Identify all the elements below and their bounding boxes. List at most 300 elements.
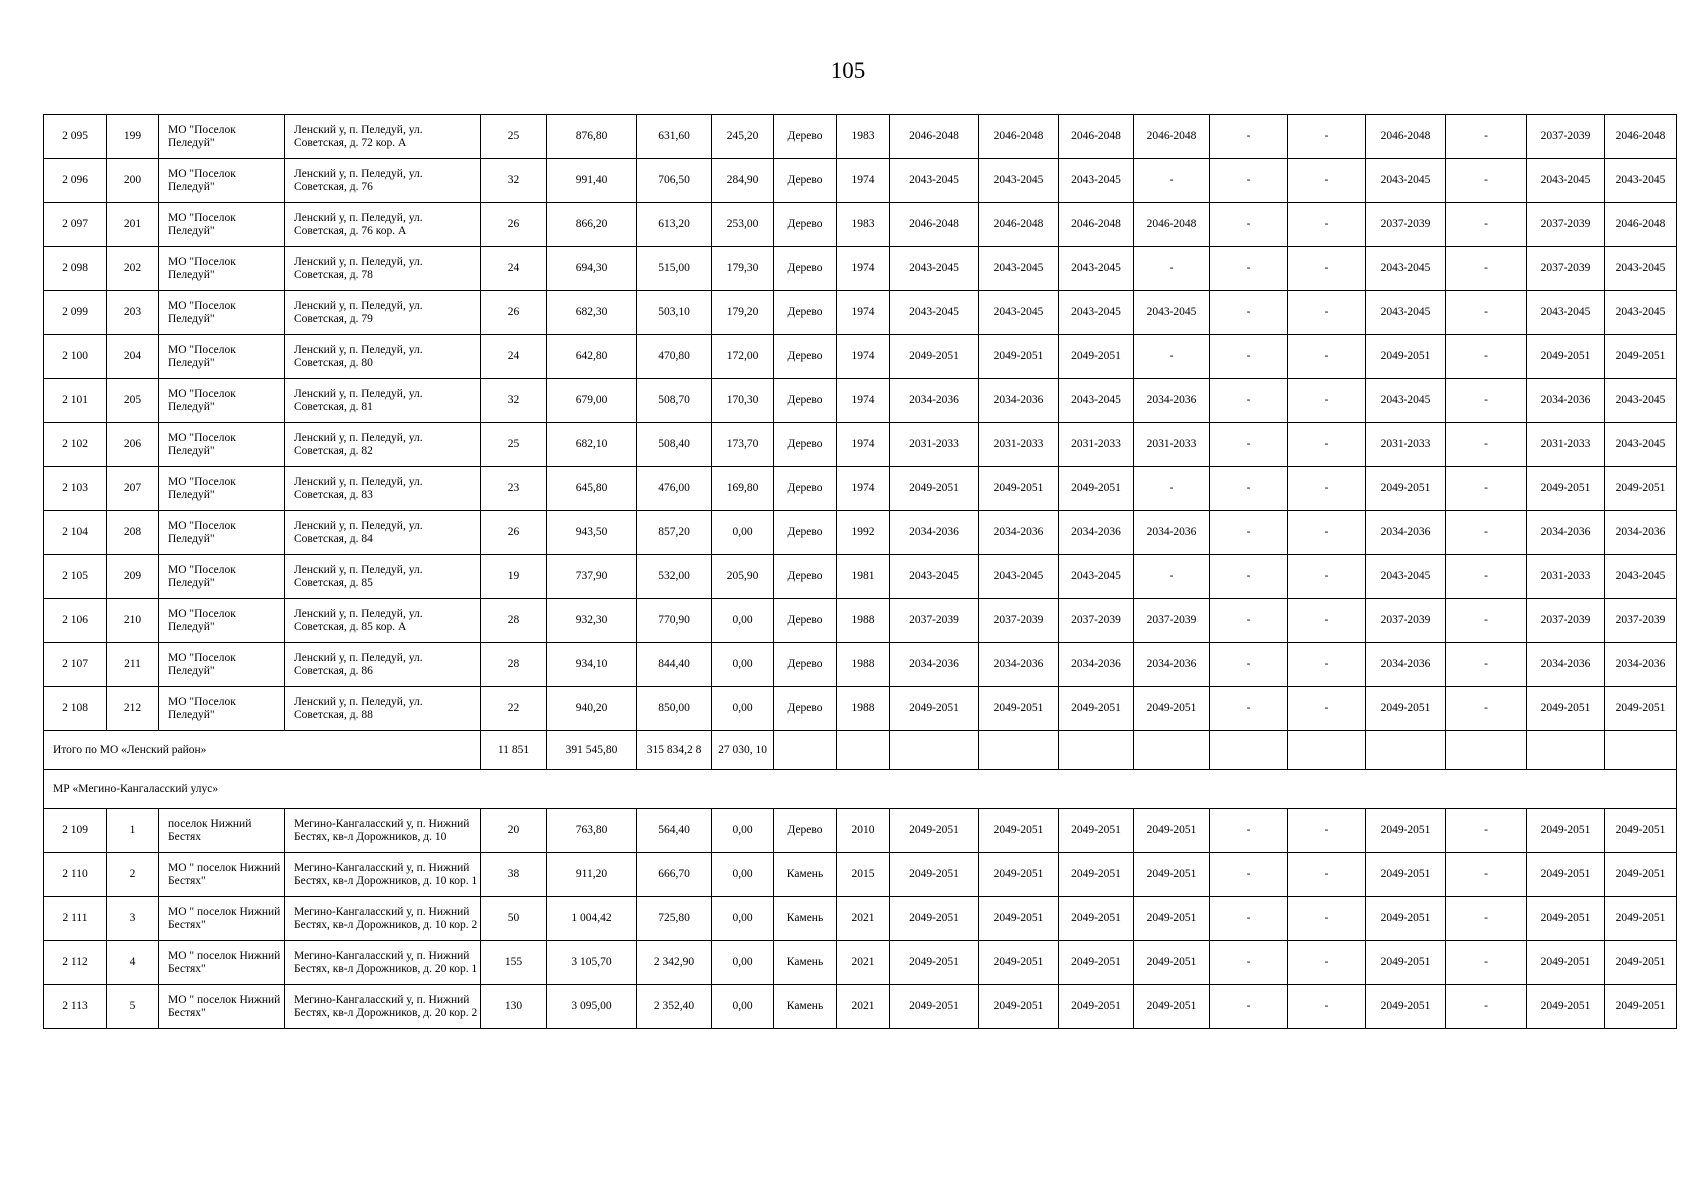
table-cell: Дерево: [774, 423, 837, 467]
table-cell: 2049-2051: [1527, 687, 1605, 731]
total-empty-cell: [890, 731, 979, 770]
table-cell: 2 112: [44, 941, 107, 985]
table-cell: -: [1210, 941, 1288, 985]
table-cell: 0,00: [712, 897, 774, 941]
table-cell: 2 110: [44, 853, 107, 897]
table-cell: 2043-2045: [1134, 291, 1210, 335]
table-cell: 2049-2051: [890, 687, 979, 731]
table-cell: 2049-2051: [1366, 985, 1446, 1029]
table-cell: 2 097: [44, 203, 107, 247]
table-cell: 22: [481, 687, 547, 731]
table-cell: -: [1288, 511, 1366, 555]
table-cell: -: [1288, 687, 1366, 731]
table-row: [44, 555, 1677, 599]
table-cell: 2043-2045: [1605, 423, 1677, 467]
table-cell: 24: [481, 335, 547, 379]
table-cell: 2049-2051: [1366, 853, 1446, 897]
table-row: [44, 159, 1677, 203]
table-cell: Дерево: [774, 291, 837, 335]
table-cell: Дерево: [774, 115, 837, 159]
table-cell: 2 098: [44, 247, 107, 291]
table-cell: 2043-2045: [1605, 247, 1677, 291]
table-cell: 2049-2051: [1134, 985, 1210, 1029]
table-row: [44, 511, 1677, 555]
table-row: [44, 203, 1677, 247]
table-cell: 2037-2039: [1527, 203, 1605, 247]
table-cell: 2049-2051: [1605, 853, 1677, 897]
table-cell: 2034-2036: [1366, 511, 1446, 555]
table-cell: МО "Поселок Пеледуй": [159, 687, 285, 731]
table-cell: 770,90: [637, 599, 712, 643]
table-cell: 2 106: [44, 599, 107, 643]
table-cell: 2 113: [44, 985, 107, 1029]
table-cell: 642,80: [547, 335, 637, 379]
table-cell: 2043-2045: [1366, 291, 1446, 335]
table-cell: 2037-2039: [1134, 599, 1210, 643]
table-cell: 2043-2045: [1059, 291, 1134, 335]
table-cell: -: [1288, 467, 1366, 511]
table-cell: 155: [481, 941, 547, 985]
table-cell: МО "Поселок Пеледуй": [159, 115, 285, 159]
table-cell: МО " поселок Нижний Бестях": [159, 853, 285, 897]
table-cell: 2049-2051: [1605, 897, 1677, 941]
table-cell: -: [1210, 203, 1288, 247]
table-cell: 2034-2036: [1134, 643, 1210, 687]
table-cell: -: [1446, 941, 1527, 985]
table-cell: 940,20: [547, 687, 637, 731]
table-cell: 0,00: [712, 643, 774, 687]
table-cell: 737,90: [547, 555, 637, 599]
table-cell: 934,10: [547, 643, 637, 687]
table-cell: 1981: [837, 555, 890, 599]
table-cell: 245,20: [712, 115, 774, 159]
table-cell: 2043-2045: [979, 555, 1059, 599]
table-cell: Ленский у, п. Пеледуй, ул. Советская, д. 80: [285, 335, 481, 379]
table-cell: -: [1288, 291, 1366, 335]
table-cell: -: [1134, 555, 1210, 599]
table-cell: Ленский у, п. Пеледуй, ул. Советская, д. 84: [285, 511, 481, 555]
table-cell: 2 096: [44, 159, 107, 203]
table-cell: 763,80: [547, 809, 637, 853]
total-empty-cell: [1366, 731, 1446, 770]
table-cell: 2046-2048: [1059, 115, 1134, 159]
table-cell: 2043-2045: [1366, 379, 1446, 423]
total-empty-cell: [1527, 731, 1605, 770]
table-row: [44, 809, 1677, 853]
table-cell: -: [1288, 599, 1366, 643]
table-cell: 2043-2045: [1059, 555, 1134, 599]
table-cell: 682,10: [547, 423, 637, 467]
мегино-кангаласский-rows: [44, 809, 1677, 1029]
table-cell: Мегино-Кангаласский у, п. Нижний Бестях, кв-л Дорожников, д. 20 кор. 2: [285, 985, 481, 1029]
table-cell: 2049-2051: [1605, 687, 1677, 731]
table-cell: 2034-2036: [1059, 511, 1134, 555]
table-cell: -: [1288, 897, 1366, 941]
table-cell: -: [1446, 985, 1527, 1029]
table-cell: Дерево: [774, 467, 837, 511]
table-cell: -: [1446, 809, 1527, 853]
total-empty-cell: [1134, 731, 1210, 770]
table-cell: -: [1446, 897, 1527, 941]
table-cell: Дерево: [774, 511, 837, 555]
table-row: [44, 897, 1677, 941]
table-cell: МО "Поселок Пеледуй": [159, 379, 285, 423]
table-cell: 2049-2051: [890, 467, 979, 511]
table-cell: -: [1446, 511, 1527, 555]
table-cell: 2043-2045: [890, 555, 979, 599]
table-cell: 2043-2045: [890, 159, 979, 203]
table-cell: 1992: [837, 511, 890, 555]
table-cell: 2049-2051: [1527, 335, 1605, 379]
table-cell: МО "Поселок Пеледуй": [159, 423, 285, 467]
table-cell: 682,30: [547, 291, 637, 335]
table-cell: 2049-2051: [1134, 897, 1210, 941]
table-cell: 2049-2051: [1527, 853, 1605, 897]
table-cell: 1983: [837, 203, 890, 247]
total-apartments: 11 851: [481, 731, 547, 770]
table-row: [44, 335, 1677, 379]
table-cell: -: [1210, 247, 1288, 291]
table-cell: 2049-2051: [1605, 467, 1677, 511]
table-cell: 1974: [837, 423, 890, 467]
table-cell: 206: [107, 423, 159, 467]
table-cell: 943,50: [547, 511, 637, 555]
table-cell: 2043-2045: [979, 159, 1059, 203]
table-cell: 203: [107, 291, 159, 335]
table-cell: 2049-2051: [1059, 941, 1134, 985]
table-cell: 2049-2051: [1366, 897, 1446, 941]
table-cell: 2049-2051: [1059, 897, 1134, 941]
table-cell: 28: [481, 643, 547, 687]
table-cell: Ленский у, п. Пеледуй, ул. Советская, д. 83: [285, 467, 481, 511]
table-cell: 2 100: [44, 335, 107, 379]
table-cell: 2049-2051: [1605, 335, 1677, 379]
table-cell: 50: [481, 897, 547, 941]
table-cell: 209: [107, 555, 159, 599]
table-cell: 2037-2039: [1059, 599, 1134, 643]
table-cell: 172,00: [712, 335, 774, 379]
table-cell: 991,40: [547, 159, 637, 203]
table-cell: 32: [481, 379, 547, 423]
table-cell: МО "Поселок Пеледуй": [159, 335, 285, 379]
table-cell: 613,20: [637, 203, 712, 247]
table-cell: -: [1210, 599, 1288, 643]
table-cell: 2049-2051: [890, 941, 979, 985]
total-empty-cell: [1288, 731, 1366, 770]
table-cell: 2 103: [44, 467, 107, 511]
table-cell: Дерево: [774, 643, 837, 687]
table-cell: 2037-2039: [1527, 115, 1605, 159]
table-cell: МО "Поселок Пеледуй": [159, 467, 285, 511]
table-cell: 2049-2051: [1527, 985, 1605, 1029]
table-cell: -: [1210, 467, 1288, 511]
table-cell: 1974: [837, 335, 890, 379]
table-cell: 2021: [837, 941, 890, 985]
table-cell: -: [1288, 203, 1366, 247]
table-cell: -: [1210, 897, 1288, 941]
total-empty-cell: [979, 731, 1059, 770]
table-cell: -: [1210, 159, 1288, 203]
table-cell: 2031-2033: [1366, 423, 1446, 467]
table-cell: МО "Поселок Пеледуй": [159, 159, 285, 203]
table-cell: 2034-2036: [1527, 379, 1605, 423]
table-cell: -: [1446, 467, 1527, 511]
table-cell: -: [1446, 379, 1527, 423]
table-cell: 1974: [837, 247, 890, 291]
table-cell: 645,80: [547, 467, 637, 511]
table-cell: 2043-2045: [1059, 159, 1134, 203]
table-cell: 204: [107, 335, 159, 379]
table-cell: 179,30: [712, 247, 774, 291]
table-cell: -: [1288, 423, 1366, 467]
table-cell: -: [1134, 335, 1210, 379]
table-cell: 844,40: [637, 643, 712, 687]
table-row: [44, 985, 1677, 1029]
table-cell: 24: [481, 247, 547, 291]
table-cell: 0,00: [712, 599, 774, 643]
table-cell: 2034-2036: [1059, 643, 1134, 687]
table-cell: 2046-2048: [1605, 203, 1677, 247]
table-cell: 2 101: [44, 379, 107, 423]
total-empty-cell: [1210, 731, 1288, 770]
table-cell: 2 111: [44, 897, 107, 941]
table-cell: 932,30: [547, 599, 637, 643]
table-cell: 2043-2045: [1059, 379, 1134, 423]
table-cell: 26: [481, 203, 547, 247]
table-cell: 631,60: [637, 115, 712, 159]
table-cell: 857,20: [637, 511, 712, 555]
table-cell: -: [1288, 941, 1366, 985]
table-cell: 2049-2051: [890, 335, 979, 379]
table-cell: 26: [481, 511, 547, 555]
table-cell: -: [1446, 599, 1527, 643]
table-cell: -: [1288, 555, 1366, 599]
table-cell: 850,00: [637, 687, 712, 731]
table-cell: 1988: [837, 599, 890, 643]
table-cell: Дерево: [774, 335, 837, 379]
table-cell: 2043-2045: [1605, 159, 1677, 203]
table-cell: 2037-2039: [1366, 599, 1446, 643]
table-cell: 2049-2051: [1605, 985, 1677, 1029]
table-cell: 1: [107, 809, 159, 853]
table-cell: МО " поселок Нижний Бестях": [159, 897, 285, 941]
table-cell: 2049-2051: [1134, 809, 1210, 853]
total-empty-cell: [1446, 731, 1527, 770]
table-cell: 2043-2045: [1366, 159, 1446, 203]
table-cell: Ленский у, п. Пеледуй, ул. Советская, д. 78: [285, 247, 481, 291]
table-cell: 2037-2039: [890, 599, 979, 643]
table-cell: 170,30: [712, 379, 774, 423]
table-cell: 2 352,40: [637, 985, 712, 1029]
table-cell: -: [1288, 247, 1366, 291]
table-cell: -: [1446, 115, 1527, 159]
table-cell: 2049-2051: [979, 809, 1059, 853]
table-cell: Ленский у, п. Пеледуй, ул. Советская, д. 86: [285, 643, 481, 687]
table-cell: 0,00: [712, 941, 774, 985]
table-cell: 4: [107, 941, 159, 985]
table-cell: 2034-2036: [1134, 511, 1210, 555]
table-cell: 1 004,42: [547, 897, 637, 941]
table-cell: 2031-2033: [1527, 555, 1605, 599]
table-cell: 532,00: [637, 555, 712, 599]
table-cell: 2046-2048: [1366, 115, 1446, 159]
table-cell: 866,20: [547, 203, 637, 247]
table-cell: 179,20: [712, 291, 774, 335]
table-cell: -: [1446, 643, 1527, 687]
table-cell: 25: [481, 115, 547, 159]
table-cell: 208: [107, 511, 159, 555]
table-cell: 2049-2051: [890, 853, 979, 897]
table-cell: 2049-2051: [1366, 809, 1446, 853]
table-cell: 2043-2045: [1527, 291, 1605, 335]
table-cell: -: [1210, 115, 1288, 159]
table-row: [44, 599, 1677, 643]
table-cell: 0,00: [712, 809, 774, 853]
total-label: Итого по МО «Ленский район»: [44, 731, 481, 770]
table-cell: 169,80: [712, 467, 774, 511]
total-area: 391 545,80: [547, 731, 637, 770]
total-row: [44, 731, 1677, 770]
section-title: МР «Мегино-Кангаласский улус»: [44, 770, 1677, 809]
ленский-total: [44, 731, 1677, 809]
table-cell: 508,40: [637, 423, 712, 467]
table-cell: 503,10: [637, 291, 712, 335]
table-cell: Камень: [774, 897, 837, 941]
table-cell: 2049-2051: [1527, 897, 1605, 941]
table-cell: 876,80: [547, 115, 637, 159]
table-cell: Камень: [774, 853, 837, 897]
table-cell: 2 102: [44, 423, 107, 467]
table-cell: Мегино-Кангаласский у, п. Нижний Бестях, кв-л Дорожников, д. 20 кор. 1: [285, 941, 481, 985]
table-cell: МО " поселок Нижний Бестях": [159, 985, 285, 1029]
table-cell: Дерево: [774, 555, 837, 599]
table-cell: Дерево: [774, 159, 837, 203]
total-empty-cell: [1605, 731, 1677, 770]
table-cell: 32: [481, 159, 547, 203]
table-cell: 26: [481, 291, 547, 335]
table-cell: Ленский у, п. Пеледуй, ул. Советская, д. 79: [285, 291, 481, 335]
table-cell: 20: [481, 809, 547, 853]
table-cell: -: [1210, 853, 1288, 897]
table-cell: Ленский у, п. Пеледуй, ул. Советская, д. 82: [285, 423, 481, 467]
table-cell: 2049-2051: [1527, 467, 1605, 511]
table-cell: -: [1288, 159, 1366, 203]
table-cell: 210: [107, 599, 159, 643]
table-cell: 2034-2036: [890, 511, 979, 555]
table-cell: -: [1446, 555, 1527, 599]
table-cell: -: [1446, 159, 1527, 203]
table-cell: 2043-2045: [1605, 555, 1677, 599]
table-cell: 2049-2051: [1059, 687, 1134, 731]
table-cell: 2049-2051: [1134, 687, 1210, 731]
table-cell: 2 105: [44, 555, 107, 599]
table-cell: 2021: [837, 897, 890, 941]
table-cell: 2049-2051: [1527, 941, 1605, 985]
table-cell: 205: [107, 379, 159, 423]
table-cell: 2 342,90: [637, 941, 712, 985]
table-cell: 23: [481, 467, 547, 511]
table-cell: 28: [481, 599, 547, 643]
table-cell: 2043-2045: [890, 291, 979, 335]
table-cell: 2049-2051: [1059, 467, 1134, 511]
table-cell: 2043-2045: [1527, 159, 1605, 203]
table-cell: 2043-2045: [979, 291, 1059, 335]
table-cell: 679,00: [547, 379, 637, 423]
table-cell: 2046-2048: [979, 203, 1059, 247]
table-row: [44, 423, 1677, 467]
table-cell: -: [1210, 291, 1288, 335]
table-cell: 1974: [837, 291, 890, 335]
table-cell: 2037-2039: [1527, 599, 1605, 643]
table-cell: -: [1446, 335, 1527, 379]
table-cell: 666,70: [637, 853, 712, 897]
table-cell: 2049-2051: [1059, 985, 1134, 1029]
table-cell: 2034-2036: [979, 379, 1059, 423]
table-cell: 2049-2051: [1366, 687, 1446, 731]
table-row: [44, 467, 1677, 511]
table-cell: 38: [481, 853, 547, 897]
table-cell: 1988: [837, 643, 890, 687]
table-cell: -: [1288, 985, 1366, 1029]
table-row: [44, 941, 1677, 985]
table-cell: -: [1210, 379, 1288, 423]
table-cell: 2 095: [44, 115, 107, 159]
table-cell: 2034-2036: [1527, 511, 1605, 555]
table-cell: 476,00: [637, 467, 712, 511]
table-cell: 2049-2051: [1134, 941, 1210, 985]
table-cell: 2034-2036: [890, 643, 979, 687]
table-cell: 515,00: [637, 247, 712, 291]
table-cell: 0,00: [712, 687, 774, 731]
table-cell: 2046-2048: [1059, 203, 1134, 247]
table-cell: 2 104: [44, 511, 107, 555]
table-cell: 508,70: [637, 379, 712, 423]
table-cell: -: [1446, 853, 1527, 897]
table-cell: 2: [107, 853, 159, 897]
table-cell: 2043-2045: [979, 247, 1059, 291]
table-cell: Мегино-Кангаласский у, п. Нижний Бестях, кв-л Дорожников, д. 10 кор. 1: [285, 853, 481, 897]
table-cell: 2046-2048: [890, 115, 979, 159]
table-cell: 2049-2051: [1366, 335, 1446, 379]
table-cell: -: [1210, 555, 1288, 599]
table-cell: 2049-2051: [979, 335, 1059, 379]
page-number: 105: [830, 58, 866, 83]
table-cell: -: [1446, 247, 1527, 291]
table-cell: 2049-2051: [979, 941, 1059, 985]
table-cell: 202: [107, 247, 159, 291]
table-cell: -: [1446, 203, 1527, 247]
table-cell: 470,80: [637, 335, 712, 379]
table-cell: 2037-2039: [1527, 247, 1605, 291]
table-cell: Камень: [774, 985, 837, 1029]
table-cell: 2034-2036: [1605, 511, 1677, 555]
table-cell: МО "Поселок Пеледуй": [159, 247, 285, 291]
table-cell: -: [1288, 853, 1366, 897]
table-cell: Дерево: [774, 809, 837, 853]
table-cell: Ленский у, п. Пеледуй, ул. Советская, д. 76: [285, 159, 481, 203]
table-cell: 1974: [837, 379, 890, 423]
table-cell: -: [1134, 247, 1210, 291]
section-header-row: [44, 770, 1677, 809]
table-cell: 0,00: [712, 853, 774, 897]
table-cell: Ленский у, п. Пеледуй, ул. Советская, д. 81: [285, 379, 481, 423]
table-cell: 2031-2033: [890, 423, 979, 467]
table-cell: МО "Поселок Пеледуй": [159, 203, 285, 247]
table-cell: 0,00: [712, 985, 774, 1029]
table-cell: -: [1288, 335, 1366, 379]
table-cell: -: [1210, 423, 1288, 467]
total-nonliving-area: 27 030, 10: [712, 731, 774, 770]
